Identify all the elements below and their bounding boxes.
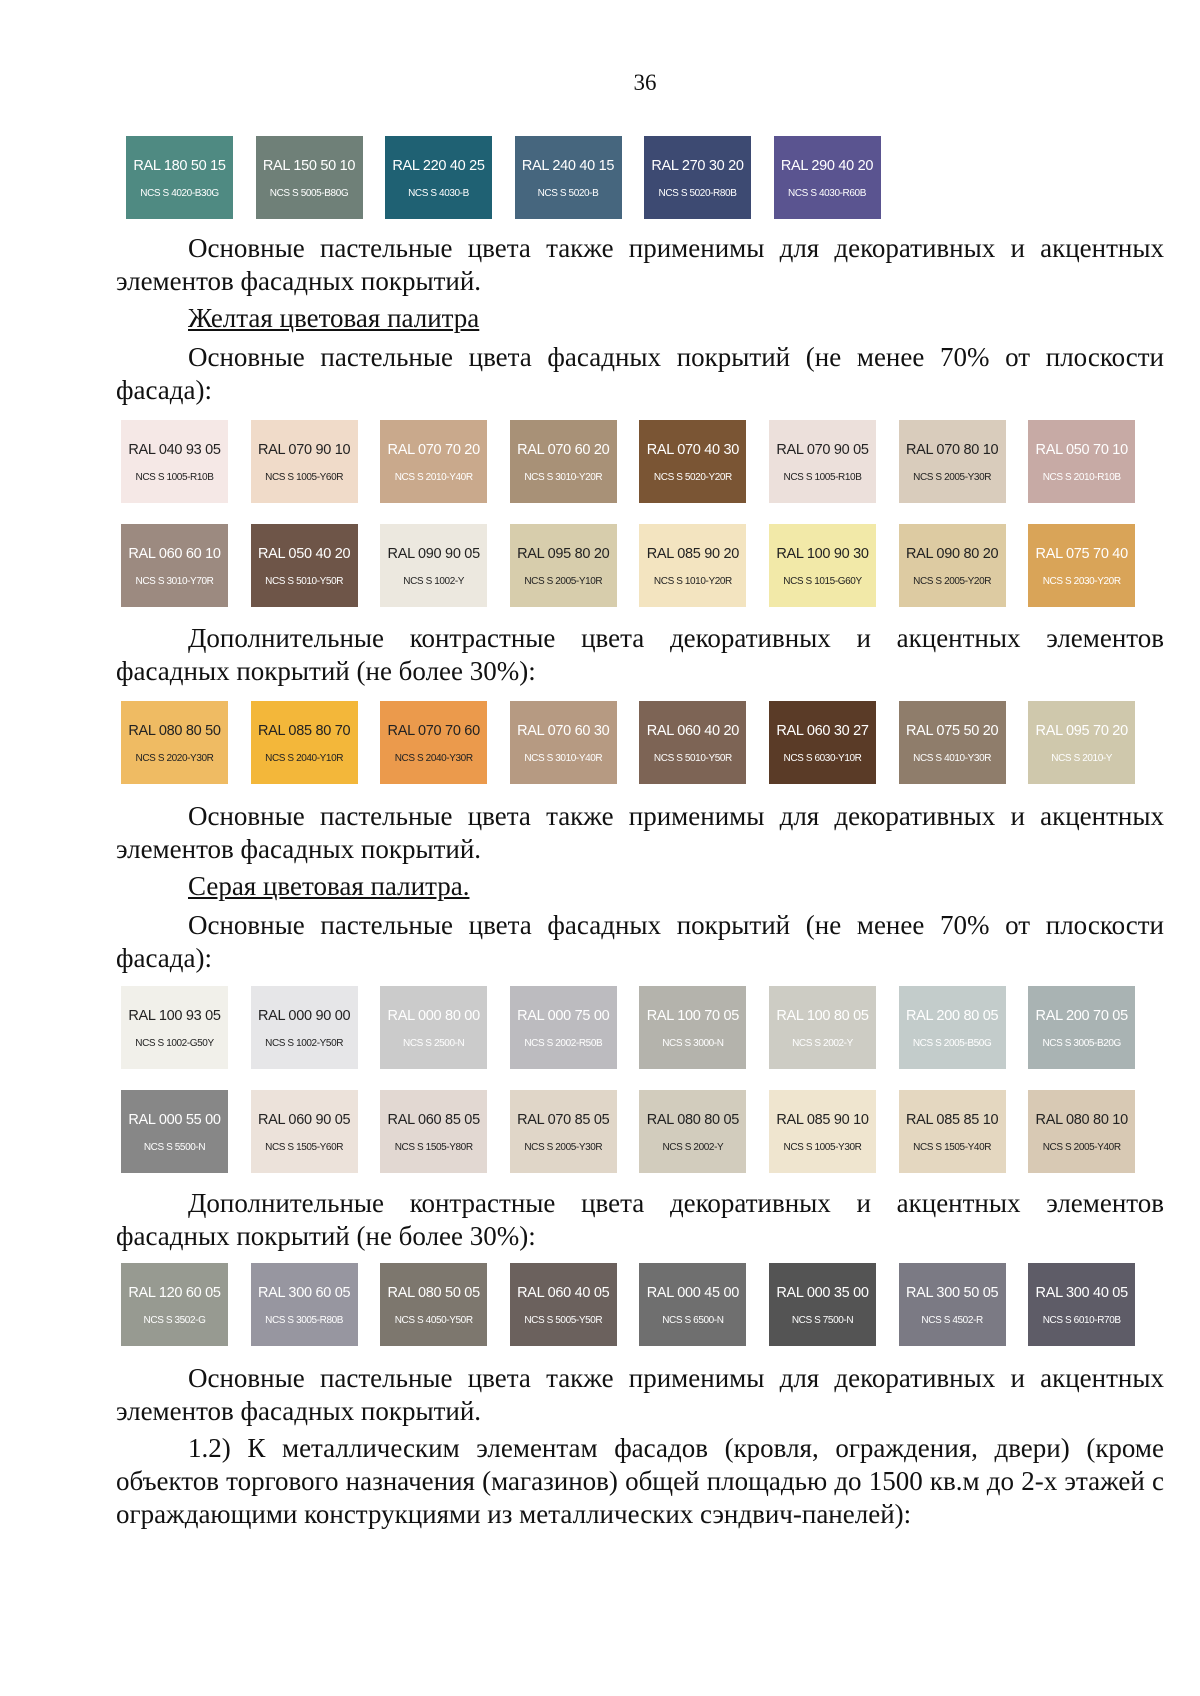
swatch-ncs-code: NCS S 1005-R10B — [135, 472, 214, 483]
color-swatch — [510, 524, 617, 607]
swatch-ral-code: RAL 060 90 05 — [257, 1112, 351, 1128]
color-swatch — [251, 986, 358, 1069]
swatch-ncs-code: NCS S 2500-N — [403, 1038, 465, 1049]
swatch-ral-code: RAL 000 90 00 — [257, 1008, 351, 1024]
swatch-ncs-code: NCS S 1015-G60Y — [783, 576, 862, 587]
swatch-ral-code: RAL 080 80 50 — [128, 723, 221, 739]
swatch-ncs-code: NCS S 2030-Y20R — [1042, 576, 1121, 587]
palette-blue-top — [0, 136, 1200, 220]
paragraph-yellow-main: Основные пастельные цвета фасадных покрытий (не менее 70% от плоскости фасада): — [116, 342, 1164, 405]
swatch-ncs-code: NCS S 1010-Y20R — [653, 576, 732, 587]
palette-yellow-main-row-1 — [0, 420, 1200, 504]
swatch-ral-code: RAL 100 93 05 — [128, 1008, 221, 1024]
swatch-ncs-code: NCS S 3000-N — [662, 1038, 724, 1049]
paragraph-metal-elements: 1.2) К металлическим элементам фасадов (кровля, ограждения, двери) (кроме объектов торгового назначения (магазинов) общей площадью до 1500 кв.м до 2-х этажей с ограждающими конструкциями из металлических сэндвич-панелей): — [116, 1433, 1164, 1529]
color-swatch — [121, 524, 228, 607]
swatch-ral-code: RAL 080 50 05 — [387, 1285, 480, 1301]
swatch-ncs-code: NCS S 7500-N — [791, 1315, 854, 1326]
swatch-ral-code: RAL 095 80 20 — [517, 546, 610, 562]
color-swatch — [251, 420, 358, 503]
swatch-ncs-code: NCS S 4502-R — [921, 1315, 983, 1326]
swatch-ncs-code: NCS S 4010-Y30R — [913, 753, 992, 764]
color-swatch — [1028, 1090, 1135, 1173]
swatch-ral-code: RAL 100 80 05 — [776, 1008, 869, 1024]
swatch-ncs-code: NCS S 5010-Y50R — [653, 753, 732, 764]
paragraph-pastel-also-applicable-2: Основные пастельные цвета также применимы для декоративных и акцентных элементов фасадных покрытий. — [116, 801, 1164, 864]
swatch-ral-code: RAL 050 70 10 — [1035, 442, 1128, 458]
swatch-ral-code: RAL 100 90 30 — [776, 546, 869, 562]
swatch-ncs-code: NCS S 3010-Y20R — [524, 472, 603, 483]
swatch-ral-code: RAL 090 80 20 — [905, 546, 999, 562]
color-swatch — [769, 1090, 876, 1173]
heading-yellow-palette: Желтая цветовая палитра — [188, 303, 480, 333]
color-swatch — [251, 1090, 358, 1173]
color-swatch — [639, 420, 746, 503]
swatch-ncs-code: NCS S 2010-R10B — [1042, 472, 1121, 483]
palette-gray-main-row-2 — [0, 1090, 1200, 1174]
color-swatch — [256, 136, 363, 219]
swatch-ncs-code: NCS S 6030-Y10R — [783, 753, 862, 764]
swatch-ncs-code: NCS S 2005-Y40R — [1042, 1142, 1121, 1153]
swatch-ral-code: RAL 050 40 20 — [257, 546, 351, 562]
color-swatch — [774, 136, 881, 219]
swatch-ncs-code: NCS S 5020-R80B — [658, 188, 737, 199]
swatch-ral-code: RAL 120 60 05 — [128, 1285, 221, 1301]
swatch-ncs-code: NCS S 2002-Y — [792, 1038, 853, 1049]
swatch-ral-code: RAL 070 90 10 — [257, 442, 351, 458]
color-swatch — [1028, 1263, 1135, 1346]
color-swatch — [769, 701, 876, 784]
swatch-ncs-code: NCS S 2010-Y40R — [394, 472, 473, 483]
color-swatch — [639, 701, 746, 784]
swatch-ral-code: RAL 070 60 30 — [517, 723, 610, 739]
color-swatch — [380, 1263, 487, 1346]
swatch-ncs-code: NCS S 2005-Y10R — [524, 576, 603, 587]
paragraph-gray-main: Основные пастельные цвета фасадных покрытий (не менее 70% от плоскости фасада): — [116, 910, 1164, 973]
color-swatch — [899, 701, 1006, 784]
swatch-ral-code: RAL 040 93 05 — [128, 442, 221, 458]
swatch-ral-code: RAL 070 90 05 — [776, 442, 869, 458]
palette-gray-extra — [0, 1263, 1200, 1347]
color-swatch — [510, 701, 617, 784]
swatch-ral-code: RAL 070 85 05 — [517, 1112, 610, 1128]
swatch-ncs-code: NCS S 4050-Y50R — [394, 1315, 473, 1326]
swatch-ncs-code: NCS S 3010-Y70R — [135, 576, 214, 587]
color-swatch — [121, 986, 228, 1069]
color-swatch — [1028, 420, 1135, 503]
swatch-ral-code: RAL 240 40 15 — [521, 158, 615, 174]
swatch-ncs-code: NCS S 3005-B20G — [1042, 1038, 1121, 1049]
swatch-ncs-code: NCS S 2005-Y20R — [913, 576, 992, 587]
swatch-ncs-code: NCS S 2002-Y — [662, 1142, 724, 1153]
swatch-ncs-code: NCS S 5500-N — [143, 1142, 206, 1153]
swatch-ncs-code: NCS S 3502-G — [143, 1315, 206, 1326]
swatch-ral-code: RAL 150 50 10 — [262, 158, 356, 174]
swatch-ral-code: RAL 090 90 05 — [387, 546, 480, 562]
paragraph-gray-extra: Дополнительные контрастные цвета декоративных и акцентных элементов фасадных покрытий (не более 30%): — [116, 1188, 1164, 1251]
swatch-ral-code: RAL 070 60 20 — [517, 442, 610, 458]
palette-yellow-extra — [0, 701, 1200, 785]
color-swatch — [899, 524, 1006, 607]
color-swatch — [510, 1263, 617, 1346]
swatch-ncs-code: NCS S 1002-G50Y — [135, 1038, 214, 1049]
swatch-ral-code: RAL 220 40 25 — [392, 158, 485, 174]
color-swatch — [639, 1263, 746, 1346]
color-swatch — [380, 1090, 487, 1173]
swatch-ncs-code: NCS S 5020-B — [537, 188, 599, 199]
swatch-ral-code: RAL 080 80 05 — [646, 1112, 740, 1128]
swatch-ncs-code: NCS S 4030-B — [408, 188, 469, 199]
swatch-ral-code: RAL 060 85 05 — [387, 1112, 480, 1128]
color-swatch — [899, 420, 1006, 503]
swatch-ral-code: RAL 070 70 20 — [387, 442, 480, 458]
color-swatch — [769, 986, 876, 1069]
color-swatch — [251, 701, 358, 784]
swatch-ncs-code: NCS S 2010-Y — [1051, 753, 1113, 764]
swatch-ncs-code: NCS S 1005-R10B — [783, 472, 862, 483]
color-swatch — [515, 136, 622, 219]
swatch-ncs-code: NCS S 3010-Y40R — [524, 753, 603, 764]
color-swatch — [380, 420, 487, 503]
color-swatch — [380, 701, 487, 784]
swatch-ncs-code: NCS S 1002-Y50R — [265, 1038, 344, 1049]
swatch-ral-code: RAL 000 45 00 — [646, 1285, 740, 1301]
color-swatch — [121, 1090, 228, 1173]
swatch-ncs-code: NCS S 1002-Y — [403, 576, 465, 587]
swatch-ncs-code: NCS S 3005-R80B — [265, 1315, 344, 1326]
color-swatch — [121, 701, 228, 784]
swatch-ral-code: RAL 070 40 30 — [646, 442, 740, 458]
paragraph-pastel-also-applicable: Основные пастельные цвета также применимы для декоративных и акцентных элементов фасадных покрытий. — [116, 233, 1164, 296]
swatch-ral-code: RAL 060 40 20 — [646, 723, 740, 739]
swatch-ral-code: RAL 085 90 10 — [776, 1112, 869, 1128]
color-swatch — [121, 420, 228, 503]
swatch-ral-code: RAL 000 55 00 — [128, 1112, 221, 1128]
color-swatch — [769, 420, 876, 503]
color-swatch — [510, 1090, 617, 1173]
swatch-ncs-code: NCS S 1005-Y60R — [265, 472, 344, 483]
swatch-ncs-code: NCS S 1005-Y30R — [783, 1142, 862, 1153]
swatch-ral-code: RAL 085 80 70 — [257, 723, 351, 739]
swatch-ral-code: RAL 100 70 05 — [646, 1008, 740, 1024]
swatch-ral-code: RAL 060 60 10 — [128, 546, 221, 562]
color-swatch — [121, 1263, 228, 1346]
swatch-ral-code: RAL 085 85 10 — [905, 1112, 999, 1128]
swatch-ncs-code: NCS S 2005-Y30R — [913, 472, 992, 483]
swatch-ral-code: RAL 300 40 05 — [1035, 1285, 1128, 1301]
color-swatch — [899, 986, 1006, 1069]
swatch-ncs-code: NCS S 2005-B50G — [912, 1038, 992, 1049]
swatch-ral-code: RAL 070 70 60 — [387, 723, 480, 739]
swatch-ncs-code: NCS S 2002-R50B — [524, 1038, 603, 1049]
swatch-ncs-code: NCS S 2020-Y30R — [135, 753, 214, 764]
swatch-ral-code: RAL 000 35 00 — [776, 1285, 869, 1301]
color-swatch — [1028, 524, 1135, 607]
color-swatch — [380, 524, 487, 607]
color-swatch — [385, 136, 492, 219]
swatch-ral-code: RAL 300 60 05 — [257, 1285, 351, 1301]
swatch-ral-code: RAL 075 70 40 — [1035, 546, 1128, 562]
swatch-ral-code: RAL 000 75 00 — [517, 1008, 610, 1024]
swatch-ral-code: RAL 060 30 27 — [776, 723, 869, 739]
color-swatch — [769, 1263, 876, 1346]
swatch-ral-code: RAL 300 50 05 — [905, 1285, 999, 1301]
color-swatch — [639, 1090, 746, 1173]
color-swatch — [510, 986, 617, 1069]
color-swatch — [899, 1090, 1006, 1173]
swatch-ral-code: RAL 000 80 00 — [387, 1008, 480, 1024]
swatch-ral-code: RAL 290 40 20 — [780, 158, 874, 174]
page-number: 36 — [633, 70, 657, 95]
color-swatch — [510, 420, 617, 503]
color-swatch — [251, 1263, 358, 1346]
swatch-ral-code: RAL 095 70 20 — [1035, 723, 1128, 739]
swatch-ncs-code: NCS S 6500-N — [662, 1315, 724, 1326]
palette-yellow-main-row-2 — [0, 524, 1200, 608]
swatch-ncs-code: NCS S 2005-Y30R — [524, 1142, 603, 1153]
swatch-ral-code: RAL 075 50 20 — [905, 723, 999, 739]
swatch-ncs-code: NCS S 4020-B30G — [140, 188, 219, 199]
palette-gray-main-row-1 — [0, 986, 1200, 1070]
color-swatch — [769, 524, 876, 607]
color-swatch — [644, 136, 751, 219]
swatch-ncs-code: NCS S 5005-Y50R — [524, 1315, 603, 1326]
swatch-ncs-code: NCS S 2040-Y10R — [265, 753, 344, 764]
swatch-ncs-code: NCS S 4030-R60B — [788, 188, 866, 199]
swatch-ncs-code: NCS S 1505-Y80R — [394, 1142, 473, 1153]
color-swatch — [639, 524, 746, 607]
color-swatch — [251, 524, 358, 607]
color-swatch — [1028, 986, 1135, 1069]
swatch-ral-code: RAL 200 80 05 — [905, 1008, 999, 1024]
paragraph-yellow-extra: Дополнительные контрастные цвета декоративных и акцентных элементов фасадных покрытий (не более 30%): — [116, 623, 1164, 686]
swatch-ral-code: RAL 270 30 20 — [651, 158, 744, 174]
swatch-ncs-code: NCS S 1505-Y40R — [913, 1142, 992, 1153]
paragraph-pastel-also-applicable-3: Основные пастельные цвета также применимы для декоративных и акцентных элементов фасадных покрытий. — [116, 1363, 1164, 1426]
swatch-ral-code: RAL 200 70 05 — [1035, 1008, 1128, 1024]
color-swatch — [1028, 701, 1135, 784]
color-swatch — [380, 986, 487, 1069]
swatch-ncs-code: NCS S 5020-Y20R — [653, 472, 732, 483]
swatch-ncs-code: NCS S 6010-R70B — [1042, 1315, 1121, 1326]
swatch-ral-code: RAL 085 90 20 — [646, 546, 740, 562]
color-swatch — [639, 986, 746, 1069]
heading-gray-palette: Серая цветовая палитра. — [188, 871, 470, 901]
swatch-ncs-code: NCS S 5005-B80G — [269, 188, 349, 199]
swatch-ncs-code: NCS S 5010-Y50R — [265, 576, 344, 587]
swatch-ral-code: RAL 070 80 10 — [905, 442, 999, 458]
swatch-ral-code: RAL 080 80 10 — [1035, 1112, 1128, 1128]
color-swatch — [126, 136, 233, 219]
swatch-ncs-code: NCS S 2040-Y30R — [394, 753, 473, 764]
swatch-ral-code: RAL 180 50 15 — [133, 158, 226, 174]
swatch-ncs-code: NCS S 1505-Y60R — [265, 1142, 344, 1153]
color-swatch — [899, 1263, 1006, 1346]
swatch-ral-code: RAL 060 40 05 — [517, 1285, 610, 1301]
